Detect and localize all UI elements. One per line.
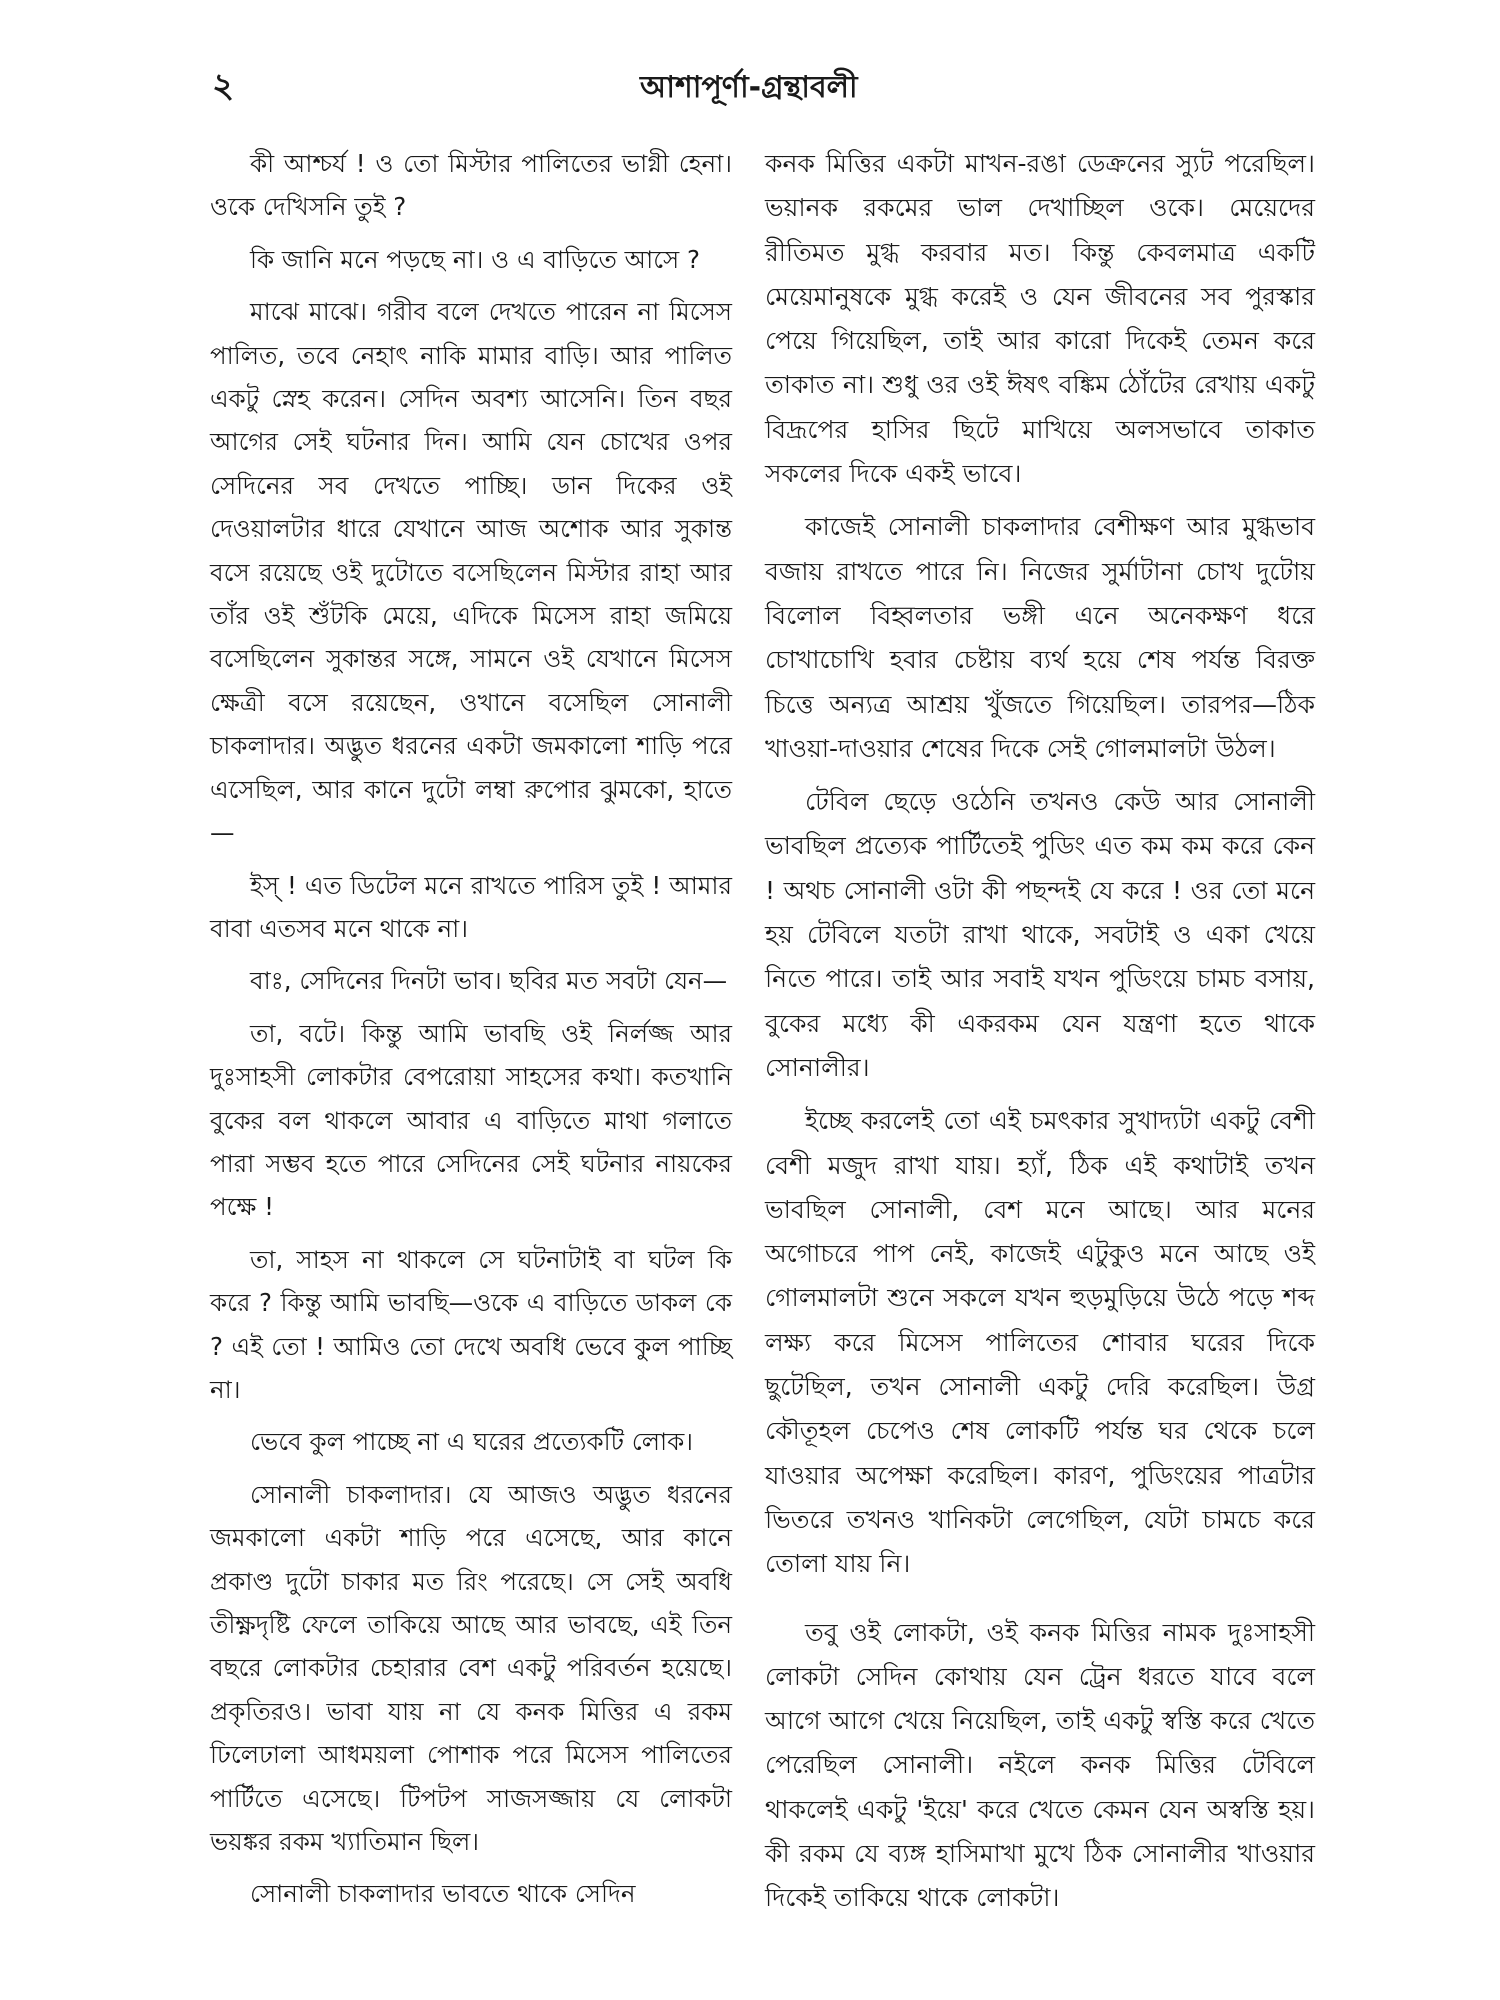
paragraph: সোনালী চাকলাদার ভাবতে থাকে সেদিন (250, 1879, 636, 1909)
paragraph: তা, সাহস না থাকলে সে ঘটনাটাই বা ঘটল কি করে ? কিন্তু আমি ভাবছি—ওকে এ বাড়িতে ডাকল কে ? এই তো ! আমিও তো দেখে অবধি ভেবে কুল পাচ্ছি না। (210, 1244, 732, 1404)
paragraph: তা, বটে। কিন্তু আমি ভাবছি ওই নির্লজ্জ আর দুঃসাহসী লোকটার বেপরোয়া সাহসের কথা। কতখানি বুকের বল থাকলে আবার এ বাড়িতে মাথা গলাতে পারা সম্ভব হতে পারে সেদিনের সেই ঘটনার নায়কের পক্ষে ! (210, 1018, 732, 1222)
paragraph: টেবিল ছেড়ে ওঠেনি তখনও কেউ আর সোনালী ভাবছিল প্রত্যেক পার্টিতেই পুডিং এত কম কম করে কেন ! অথচ সোনালী ওটা কী পছন্দই যে করে ! ওর তো মনে হয় টেবিলে যতটা রাখা থাকে, সবটাই ও একা খেয়ে নিতে পারে। তাই আর সবাই যখন পুডিংয়ে চামচ বসায়, বুকের মধ্যে কী একরকম যেন যন্ত্রণা হতে থাকে সোনালীর। (765, 787, 1315, 1082)
paragraph: কাজেই সোনালী চাকলাদার বেশীক্ষণ আর মুগ্ধভাব বজায় রাখতে পারে নি। নিজের সুর্মাটানা চোখ দুটোয় বিলোল বিহ্বলতার ভঙ্গী এনে অনেকক্ষণ ধরে চোখাচোখি হবার চেষ্টায় ব্যর্থ হয়ে শেষ পর্যন্ত বিরক্ত চিত্তে অন্যত্র আশ্রয় খুঁজতে গিয়েছিল। তারপর—ঠিক খাওয়া-দাওয়ার শেষের দিকে সেই গোলমালটা উঠল। (765, 512, 1315, 763)
paragraph: বাঃ, সেদিনের দিনটা ভাব। ছবির মত সবটা যেন— (250, 966, 728, 996)
left-column (210, 142, 732, 1925)
paragraph: মাঝে মাঝে। গরীব বলে দেখতে পারেন না মিসেস পালিত, তবে নেহাৎ নাকি মামার বাড়ি। আর পালিত একটু স্নেহ করেন। সেদিন অবশ্য আসেনি। তিন বছর আগের সেই ঘটনার দিন। আমি যেন চোখের ওপর সেদিনের সব দেখতে পাচ্ছি। ডান দিকের ওই দেওয়ালটার ধারে যেখানে আজ অশোক আর সুকান্ত বসে রয়েছে ওই দুটোতে বসেছিলেন মিস্টার রাহা আর তাঁর ওই শুঁটকি মেয়ে, এদিকে মিসেস রাহা জমিয়ে বসেছিলেন সুকান্তর সঙ্গে, সামনে ওই যেখানে মিসেস ক্ষেত্রী বসে রয়েছেন, ওখানে বসেছিল সোনালী চাকলাদার। অদ্ভুত ধরনের একটা জমকালো শাড়ি পরে এসেছিল, আর কানে দুটো লম্বা রুপোর ঝুমকো, হাতে— (210, 297, 732, 848)
paragraph: সোনালী চাকলাদার। যে আজও অদ্ভুত ধরনের জমকালো একটা শাড়ি পরে এসেছে, আর কানে প্রকাণ্ড দুটো চাকার মত রিং পরেছে। সে সেই অবধি তীক্ষ্ণদৃষ্টি ফেলে তাকিয়ে আছে আর ভাবছে, এই তিন বছরে লোকটার চেহারার বেশ একটু পরিবর্তন হয়েছে। প্রকৃতিরও। ভাবা যায় না যে কনক মিত্তির এ রকম ঢিলেঢালা আধময়লা পোশাক পরে মিসেস পালিতের পার্টিতে এসেছে। টিপটপ সাজসজ্জায় যে লোকটা ভয়ঙ্কর রকম খ্যাতিমান ছিল। (210, 1479, 732, 1857)
paragraph: ইচ্ছে করলেই তো এই চমৎকার সুখাদ্যটা একটু বেশী বেশী মজুদ রাখা যায়। হ্যাঁ, ঠিক এই কথাটাই তখন ভাবছিল সোনালী, বেশ মনে আছে। আর মনের অগোচরে পাপ নেই, কাজেই এটুকুও মনে আছে ওই গোলমালটা শুনে সকলে যখন হুড়মুড়িয়ে উঠে পড়ে শব্দ লক্ষ্য করে মিসেস পালিতের শোবার ঘরের দিকে ছুটেছিল, তখন সোনালী একটু দেরি করেছিল। উগ্র কৌতূহল চেপেও শেষ লোকটি পর্যন্ত ঘর থেকে চলে যাওয়ার অপেক্ষা করেছিল। কারণ, পুডিংয়ের পাত্রটার ভিতরে তখনও খানিকটা লেগেছিল, যেটা চামচে করে তোলা যায় নি। (765, 1106, 1315, 1579)
paragraph: কনক মিত্তির একটা মাখন-রঙা ডেক্রনের স্যুট পরেছিল। ভয়ানক রকমের ভাল দেখাচ্ছিল ওকে। মেয়েদের রীতিমত মুগ্ধ করবার মত। কিন্তু কেবলমাত্র একটি মেয়েমানুষকে মুগ্ধ করেই ও যেন জীবনের সব পুরস্কার পেয়ে গিয়েছিল, তাই আর কারো দিকেই তেমন করে তাকাত না। শুধু ওর ওই ঈষৎ বঙ্কিম ঠোঁটের রেখায় একটু বিদ্রূপের হাসির ছিটে মাখিয়ে অলসভাবে তাকাত সকলের দিকে একই ভাবে। (765, 149, 1315, 489)
paragraph: কী আশ্চর্য ! ও তো মিস্টার পালিতের ভাগ্নী হেনা। ওকে দেখিসনি তুই ? (210, 149, 732, 222)
running-title: আশাপূর্ণা-গ্রন্থাবলী (640, 70, 858, 105)
paragraph: ভেবে কুল পাচ্ছে না এ ঘরের প্রত্যেকটি লোক। (250, 1427, 693, 1457)
page-number: ২ (212, 66, 235, 106)
paragraph: কি জানি মনে পড়ছে না। ও এ বাড়িতে আসে ? (250, 244, 701, 274)
right-column (765, 142, 1315, 1930)
paragraph: তবু ওই লোকটা, ওই কনক মিত্তির নামক দুঃসাহসী লোকটা সেদিন কোথায় যেন ট্রেন ধরতে যাবে বলে আগে আগে খেয়ে নিয়েছিল, তাই একটু স্বস্তি করে খেতে পেরেছিল সোনালী। নইলে কনক মিত্তির টেবিলে থাকলেই একটু 'ইয়ে' করে খেতে কেমন যেন অস্বস্তি হয়। কী রকম যে ব্যঙ্গ হাসিমাখা মুখে ঠিক সোনালীর খাওয়ার দিকেই তাকিয়ে থাকে লোকটা। (765, 1617, 1315, 1913)
paragraph: ইস্‌ ! এত ডিটেল মনে রাখতে পারিস তুই ! আমার বাবা এতসব মনে থাকে না। (210, 870, 732, 943)
